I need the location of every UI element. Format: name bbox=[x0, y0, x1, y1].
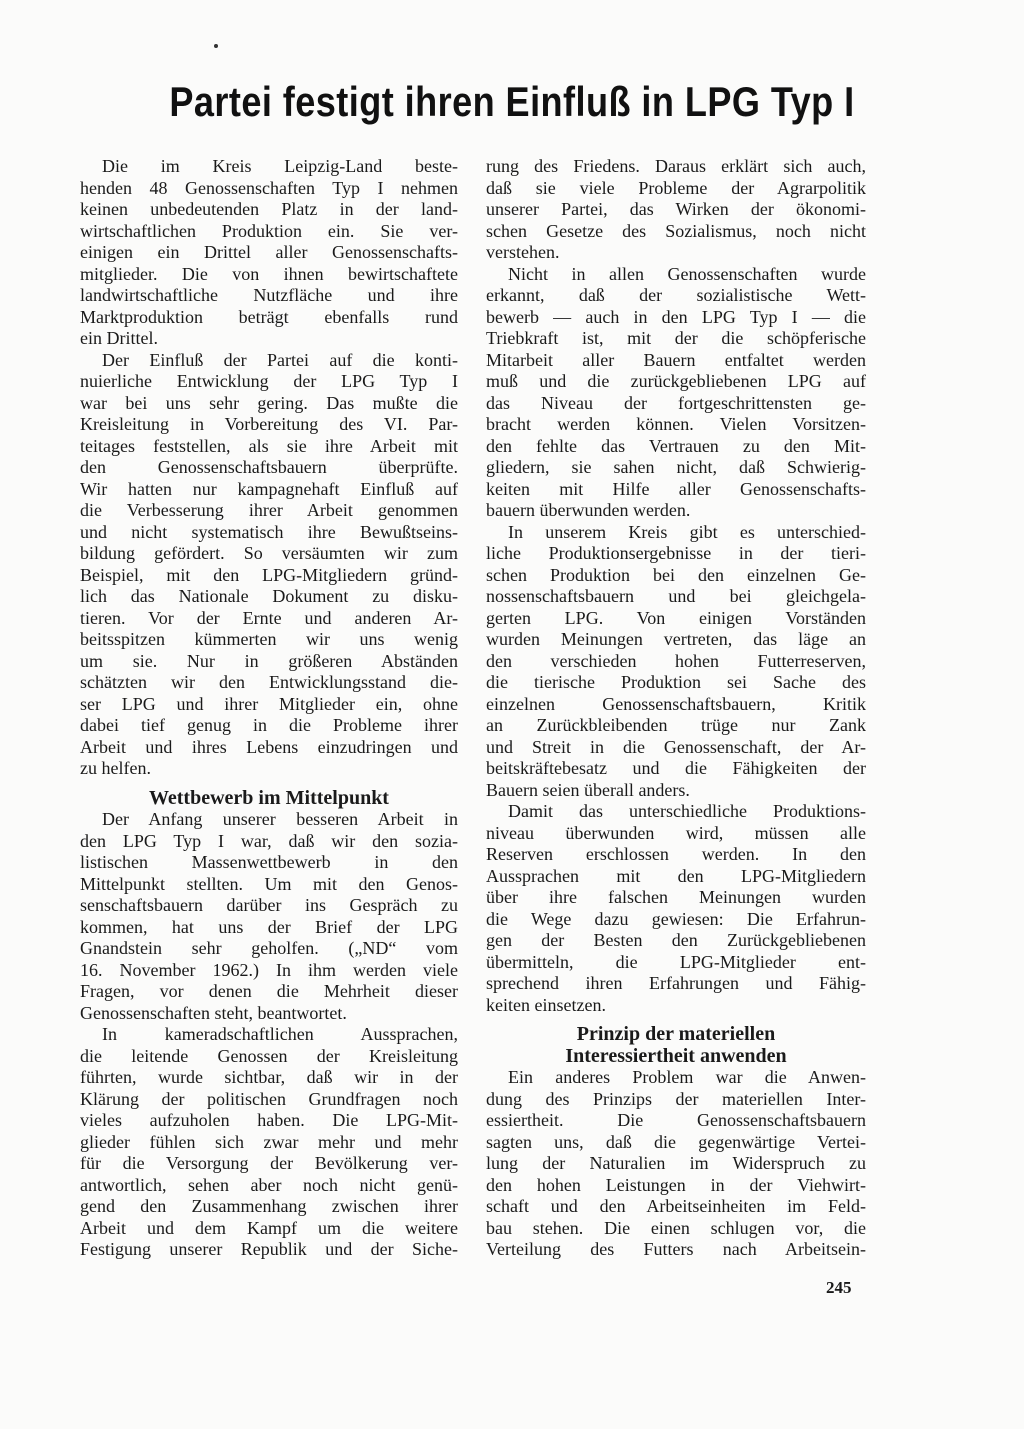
text-line: Gnandstein sehr geholfen. („ND“ vom bbox=[80, 938, 458, 958]
text-line: Mittelpunkt stellten. Um mit den Genos- bbox=[80, 873, 458, 894]
text-line: nuierliche Entwicklung der LPG Typ I bbox=[80, 371, 458, 391]
print-speck bbox=[214, 44, 218, 48]
text-line: Ein anderes Problem war die Anwen- bbox=[508, 1067, 866, 1087]
text-line: dung des Prinzips der materiellen Inter- bbox=[486, 1088, 866, 1109]
text-line: den Genossenschaftsbauern überprüfte. bbox=[80, 457, 458, 477]
text-line: schaft und den Arbeitseinheiten im Feld- bbox=[486, 1196, 866, 1216]
text-line: landwirtschaftliche Nutzfläche und ihre bbox=[80, 285, 458, 305]
text-line: wurden Meinungen vertreten, das läge an bbox=[486, 629, 866, 649]
text-line: die Verbesserung ihrer Arbeit genommen bbox=[80, 500, 458, 520]
text-line: bildung gefördert. So versäumten wir zum bbox=[80, 543, 458, 563]
text-line: den LPG Typ I war, daß wir den sozia- bbox=[80, 830, 458, 851]
text-line: sagten uns, daß die gegenwärtige Vertei- bbox=[486, 1131, 866, 1152]
section-heading: Wettbewerb im Mittelpunkt bbox=[149, 786, 389, 809]
text-line: dabei tief genug in die Probleme ihrer bbox=[80, 715, 458, 735]
text-line: für die Versorgung der Bevölkerung ver- bbox=[80, 1153, 458, 1173]
text-line: Arbeit und ihres Lebens einzudringen und bbox=[80, 736, 458, 757]
text-line: schen Produktion bei den einzelnen Ge- bbox=[486, 564, 866, 585]
text-line: Mitarbeit aller Bauern entfaltet werden bbox=[486, 349, 866, 370]
text-line: erkannt, daß der sozialistische Wett- bbox=[486, 285, 866, 305]
text-line: vieles aufzuholen haben. Die LPG-Mit- bbox=[80, 1110, 458, 1130]
text-line: den hohen Leistungen in der Viehwirt- bbox=[486, 1174, 866, 1195]
text-line: Klärung der politischen Grundfragen noch bbox=[80, 1088, 458, 1109]
text-line: schätzten wir den Entwicklungsstand die- bbox=[80, 672, 458, 692]
text-line: Bauern seien überall anders. bbox=[486, 779, 690, 800]
section-heading: Interessiertheit anwenden bbox=[565, 1044, 787, 1067]
text-line: lich das Nationale Dokument zu disku- bbox=[80, 586, 458, 606]
text-line: war bei uns sehr gering. Das mußte die bbox=[80, 392, 458, 413]
text-line: In unserem Kreis gibt es unterschied- bbox=[508, 521, 866, 542]
text-line: ein Drittel. bbox=[80, 328, 158, 348]
text-line: Kreisleitung in Vorbereitung des VI. Par- bbox=[80, 414, 458, 434]
text-line: Damit das unterschiedliche Produktions- bbox=[508, 801, 866, 821]
text-line: schen Gesetze des Sozialismus, noch nicht bbox=[486, 220, 866, 241]
text-line: gliedern, sie sahen nicht, daß Schwierig- bbox=[486, 457, 866, 477]
text-line: beitskräftebesatz und die Fähigkeiten der bbox=[486, 758, 866, 778]
text-line: Genossenschaften steht, beantwortet. bbox=[80, 1002, 347, 1023]
text-line: und Streit in die Genossenschaft, der Ar- bbox=[486, 736, 866, 757]
page-number: 245 bbox=[826, 1278, 852, 1297]
text-line: die tierische Produktion sei Sache des bbox=[486, 672, 866, 692]
text-line: um sie. Nur in größeren Abständen bbox=[80, 650, 458, 671]
text-line: niveau überwunden wird, müssen alle bbox=[486, 822, 866, 843]
text-line: den verschieden hohen Futterreserven, bbox=[486, 650, 866, 671]
text-line: das Niveau der fortgeschrittensten ge- bbox=[486, 392, 866, 413]
article-title: Partei festigt ihren Einfluß in LPG Typ I bbox=[169, 78, 855, 125]
text-line: an Zurückbleibenden trüge nur Zank bbox=[486, 715, 866, 735]
text-line: nossenschaftsbauern und bei gleichgela- bbox=[486, 586, 866, 606]
text-line: gen der Besten den Zurückgebliebenen bbox=[486, 930, 866, 950]
text-line: bewerb — auch in den LPG Typ I — die bbox=[486, 306, 866, 327]
text-line: daß sie viele Probleme der Agrarpolitik bbox=[486, 177, 866, 198]
text-line: einigen ein Drittel aller Genossenschafts- bbox=[80, 242, 458, 262]
text-line: führten, wurde sichtbar, daß wir in der bbox=[80, 1067, 458, 1087]
text-line: Die im Kreis Leipzig-Land beste- bbox=[102, 156, 458, 176]
text-line: mitglieder. Die von ihnen bewirtschaftete bbox=[80, 263, 458, 284]
text-line: gerten LPG. Von einigen Vorständen bbox=[486, 607, 866, 628]
text-line: wirtschaftlichen Produktion ein. Sie ver- bbox=[80, 220, 458, 241]
text-line: liche Produktionsergebnisse in der tieri- bbox=[486, 543, 866, 563]
text-line: essiertheit. Die Genossenschaftsbauern bbox=[486, 1110, 866, 1130]
text-line: sprechend ihren Erfahrungen und Fähig- bbox=[486, 973, 866, 993]
text-line: Fragen, vor denen die Mehrheit dieser bbox=[80, 981, 458, 1001]
text-line: übermitteln, die LPG-Mitglieder ent- bbox=[486, 951, 866, 972]
text-line: einzelnen Genossenschaftsbauern, Kritik bbox=[486, 693, 866, 714]
text-line: kommen, hat uns der Brief der LPG bbox=[80, 916, 458, 937]
text-line: die Wege dazu gewiesen: Die Erfahrun- bbox=[486, 908, 866, 929]
text-line: keiten einsetzen. bbox=[486, 994, 606, 1015]
section-heading: Prinzip der materiellen bbox=[576, 1023, 776, 1045]
text-line: Triebkraft ist, mit der die schöpferische bbox=[486, 328, 866, 348]
text-line: 16. November 1962.) In ihm werden viele bbox=[80, 959, 458, 980]
text-line: zu helfen. bbox=[80, 758, 151, 778]
text-line: keinen unbedeutenden Platz in der land- bbox=[80, 199, 458, 219]
text-line: Wir hatten nur kampagnehaft Einfluß auf bbox=[80, 478, 458, 499]
text-line: bauern überwunden werden. bbox=[486, 500, 691, 520]
text-line: über ihre falschen Meinungen wurden bbox=[486, 887, 866, 907]
text-line: Der Einfluß der Partei auf die konti- bbox=[102, 349, 458, 370]
text-line: rung des Friedens. Daraus erklärt sich auch, bbox=[486, 156, 866, 176]
text-line: Der Anfang unserer besseren Arbeit in bbox=[102, 809, 458, 829]
text-line: bracht werden können. Vielen Vorsitzen- bbox=[486, 414, 866, 434]
text-line: unserer Partei, das Wirken der ökonomi- bbox=[486, 199, 866, 219]
text-line: senschaftsbauern darüber ins Gespräch zu bbox=[80, 895, 458, 915]
text-line: verstehen. bbox=[486, 242, 560, 262]
text-line: Beispiel, mit den LPG-Mitgliedern gründ- bbox=[80, 564, 458, 585]
text-line: Marktproduktion beträgt ebenfalls rund bbox=[80, 306, 458, 327]
right-column bbox=[486, 156, 866, 1261]
text-line: Arbeit und dem Kampf um die weitere bbox=[80, 1217, 458, 1238]
text-line: Verteilung des Futters nach Arbeitsein- bbox=[486, 1239, 866, 1259]
left-column bbox=[80, 156, 458, 1261]
text-line: Aussprachen mit den LPG-Mitgliedern bbox=[486, 865, 866, 886]
text-line: Festigung unserer Republik und der Siche- bbox=[80, 1239, 458, 1259]
text-line: glieder fühlen sich zwar mehr und mehr bbox=[80, 1131, 458, 1152]
text-line: die leitende Genossen der Kreisleitung bbox=[80, 1045, 458, 1066]
text-line: Nicht in allen Genossenschaften wurde bbox=[508, 263, 866, 284]
text-line: teitages feststellen, als sie ihre Arbeit mit bbox=[80, 435, 458, 456]
text-line: gend den Zusammenhang zwischen ihrer bbox=[80, 1196, 458, 1216]
text-line: bau stehen. Die einen schlugen vor, die bbox=[486, 1217, 866, 1238]
text-line: ser LPG und ihrer Mitglieder ein, ohne bbox=[80, 693, 458, 714]
text-line: Reserven erschlossen werden. In den bbox=[486, 844, 866, 864]
text-line: listischen Massenwettbewerb in den bbox=[80, 852, 458, 872]
text-line: und nicht systematisch ihre Bewußtseins- bbox=[80, 521, 458, 542]
text-line: In kameradschaftlichen Aussprachen, bbox=[102, 1024, 458, 1044]
text-line: lung der Naturalien im Widerspruch zu bbox=[486, 1153, 866, 1173]
text-line: keiten mit Hilfe aller Genossenschafts- bbox=[486, 478, 866, 499]
text-line: antwortlich, sehen aber noch nicht genü- bbox=[80, 1174, 458, 1195]
text-line: den fehlte das Vertrauen zu den Mit- bbox=[486, 435, 866, 456]
text-line: muß und die zurückgebliebenen LPG auf bbox=[486, 371, 866, 391]
text-line: beitsspitzen kümmerten wir uns wenig bbox=[80, 629, 458, 649]
text-line: henden 48 Genossenschaften Typ I nehmen bbox=[80, 177, 458, 198]
text-line: tieren. Vor der Ernte und anderen Ar- bbox=[80, 607, 458, 628]
